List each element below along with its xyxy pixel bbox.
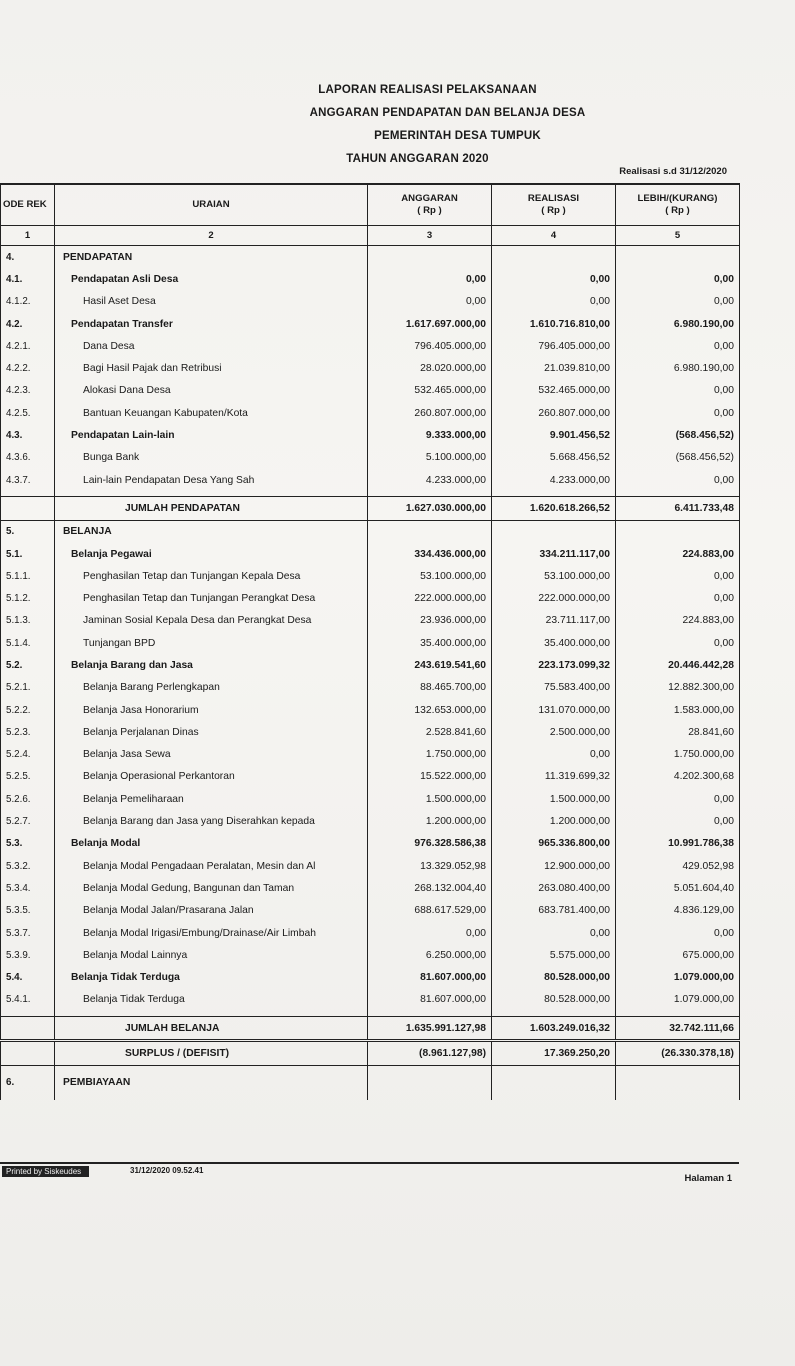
selisih-value: 20.446.442,28	[616, 654, 740, 676]
selisih-value: 0,00	[616, 291, 740, 313]
column-number-row	[1, 226, 740, 246]
anggaran-value: 15.522.000,00	[368, 766, 492, 788]
anggaran-value: 9.333.000,00	[368, 424, 492, 446]
account-description: Lain-lain Pendapatan Desa Yang Sah	[55, 469, 368, 491]
anggaran-value: 4.233.000,00	[368, 469, 492, 491]
table-row	[1, 469, 740, 491]
account-description: Bagi Hasil Pajak dan Retribusi	[55, 357, 368, 379]
account-code: 4.1.2.	[1, 291, 55, 313]
realisasi-value: 4.233.000,00	[492, 469, 616, 491]
selisih-value: 4.836.129,00	[616, 900, 740, 922]
selisih-value: 0,00	[616, 268, 740, 290]
realisasi-value: 5.668.456,52	[492, 447, 616, 469]
anggaran-value: 268.132.004,40	[368, 877, 492, 899]
account-code: 5.2.6.	[1, 788, 55, 810]
selisih-value: 429.052,98	[616, 855, 740, 877]
realisasi-value: 5.575.000,00	[492, 944, 616, 966]
table-row	[1, 810, 740, 832]
anggaran-value: (8.961.127,98)	[368, 1041, 492, 1065]
anggaran-value: 35.400.000,00	[368, 632, 492, 654]
account-code: 4.2.	[1, 313, 55, 335]
account-description: Belanja Pemeliharaan	[55, 788, 368, 810]
realisasi-value: 9.901.456,52	[492, 424, 616, 446]
anggaran-value	[368, 1065, 492, 1100]
account-code: 5.2.7.	[1, 810, 55, 832]
account-code: 5.3.4.	[1, 877, 55, 899]
realisasi-value: 0,00	[492, 744, 616, 766]
account-description: Belanja Modal	[55, 833, 368, 855]
selisih-value	[616, 1065, 740, 1100]
account-description: Tunjangan BPD	[55, 632, 368, 654]
table-row	[1, 313, 740, 335]
table-row	[1, 402, 740, 424]
realisasi-value: 532.465.000,00	[492, 380, 616, 402]
realisasi-value: 80.528.000,00	[492, 967, 616, 989]
account-description: Belanja Modal Pengadaan Peralatan, Mesin dan Al	[55, 855, 368, 877]
realisasi-value: 223.173.099,32	[492, 654, 616, 676]
realisasi-value: 965.336.800,00	[492, 833, 616, 855]
account-code: 4.3.7.	[1, 469, 55, 491]
anggaran-value: 5.100.000,00	[368, 447, 492, 469]
account-code: 5.1.3.	[1, 610, 55, 632]
account-code: 4.3.	[1, 424, 55, 446]
anggaran-value: 334.436.000,00	[368, 543, 492, 565]
account-description: Alokasi Dana Desa	[55, 380, 368, 402]
account-code: 5.2.4.	[1, 744, 55, 766]
total-row	[1, 497, 740, 520]
table-row	[1, 447, 740, 469]
selisih-value: 1.583.000,00	[616, 699, 740, 721]
table-body	[1, 246, 740, 1100]
account-code: 5.2.2.	[1, 699, 55, 721]
account-description: Belanja Jasa Honorarium	[55, 699, 368, 721]
account-code: 5.	[1, 520, 55, 543]
selisih-value: 0,00	[616, 335, 740, 357]
table-row	[1, 246, 740, 269]
realisasi-value: 75.583.400,00	[492, 677, 616, 699]
selisih-value	[616, 246, 740, 269]
realisasi-value: 1.500.000,00	[492, 788, 616, 810]
selisih-value: 0,00	[616, 810, 740, 832]
col-header-uraian: URAIAN	[55, 184, 368, 226]
selisih-value: 0,00	[616, 565, 740, 587]
account-code: 5.2.1.	[1, 677, 55, 699]
realisasi-value: 17.369.250,20	[492, 1041, 616, 1065]
col-number: 4	[492, 226, 616, 246]
account-description: Belanja Modal Lainnya	[55, 944, 368, 966]
realisasi-value: 21.039.810,00	[492, 357, 616, 379]
selisih-value: 0,00	[616, 587, 740, 609]
report-title-line-2: ANGGARAN PENDAPATAN DAN BELANJA DESA	[309, 107, 586, 119]
account-code: 5.3.9.	[1, 944, 55, 966]
anggaran-value: 1.200.000,00	[368, 810, 492, 832]
table-row	[1, 424, 740, 446]
realisasi-value	[492, 246, 616, 269]
table-row	[1, 766, 740, 788]
account-code: 4.	[1, 246, 55, 269]
anggaran-value: 243.619.541,60	[368, 654, 492, 676]
realisasi-value: 683.781.400,00	[492, 900, 616, 922]
anggaran-value: 1.750.000,00	[368, 744, 492, 766]
table-row	[1, 268, 740, 290]
realisasi-value: 80.528.000,00	[492, 989, 616, 1011]
anggaran-value	[368, 520, 492, 543]
report-title-line-1: LAPORAN REALISASI PELAKSANAAN	[318, 84, 537, 96]
realisasi-value: 334.211.117,00	[492, 543, 616, 565]
table-row	[1, 744, 740, 766]
account-description: PEMBIAYAAN	[55, 1065, 368, 1100]
account-description: PENDAPATAN	[55, 246, 368, 269]
account-description: Bunga Bank	[55, 447, 368, 469]
selisih-value: 5.051.604,40	[616, 877, 740, 899]
account-code: 4.2.3.	[1, 380, 55, 402]
account-code	[1, 1017, 55, 1041]
col-number: 2	[55, 226, 368, 246]
anggaran-value: 81.607.000,00	[368, 989, 492, 1011]
anggaran-value: 976.328.586,38	[368, 833, 492, 855]
realisasi-value	[492, 520, 616, 543]
table-row	[1, 833, 740, 855]
table-row	[1, 967, 740, 989]
selisih-value: 675.000,00	[616, 944, 740, 966]
printed-timestamp: 31/12/2020 09.52.41	[130, 1166, 204, 1175]
anggaran-value: 532.465.000,00	[368, 380, 492, 402]
selisih-value: 6.411.733,48	[616, 497, 740, 520]
table-row	[1, 291, 740, 313]
col-header-anggaran: ANGGARAN ( Rp )	[368, 184, 492, 226]
account-code: 5.4.	[1, 967, 55, 989]
account-code	[1, 1041, 55, 1065]
anggaran-value: 2.528.841,60	[368, 721, 492, 743]
realisasi-value: 222.000.000,00	[492, 587, 616, 609]
col-number: 3	[368, 226, 492, 246]
account-code: 5.1.2.	[1, 587, 55, 609]
account-description: Jaminan Sosial Kepala Desa dan Perangkat Desa	[55, 610, 368, 632]
selisih-value: 12.882.300,00	[616, 677, 740, 699]
selisih-value	[616, 520, 740, 543]
report-title-line-3: PEMERINTAH DESA TUMPUK	[374, 130, 541, 142]
table-row	[1, 380, 740, 402]
anggaran-value: 81.607.000,00	[368, 967, 492, 989]
selisih-value: 0,00	[616, 402, 740, 424]
selisih-value: 0,00	[616, 632, 740, 654]
table-row	[1, 1065, 740, 1100]
anggaran-value	[368, 246, 492, 269]
col-header-realisasi: REALISASI ( Rp )	[492, 184, 616, 226]
anggaran-value: 13.329.052,98	[368, 855, 492, 877]
account-code: 5.1.4.	[1, 632, 55, 654]
account-description: Belanja Barang dan Jasa	[55, 654, 368, 676]
table-row	[1, 877, 740, 899]
selisih-value: 224.883,00	[616, 543, 740, 565]
account-description: Belanja Modal Irigasi/Embung/Drainase/Air Limbah	[55, 922, 368, 944]
realisasi-value: 796.405.000,00	[492, 335, 616, 357]
account-code: 5.1.	[1, 543, 55, 565]
table-row	[1, 855, 740, 877]
realisasi-value: 0,00	[492, 922, 616, 944]
account-code: 6.	[1, 1065, 55, 1100]
realisasi-value: 1.620.618.266,52	[492, 497, 616, 520]
account-description: Penghasilan Tetap dan Tunjangan Perangkat Desa	[55, 587, 368, 609]
anggaran-value: 1.627.030.000,00	[368, 497, 492, 520]
selisih-value: 1.750.000,00	[616, 744, 740, 766]
anggaran-value: 23.936.000,00	[368, 610, 492, 632]
realisasi-value	[492, 1065, 616, 1100]
account-description: Belanja Modal Jalan/Prasarana Jalan	[55, 900, 368, 922]
account-code: 5.2.	[1, 654, 55, 676]
account-code: 5.3.7.	[1, 922, 55, 944]
budget-realization-table	[0, 183, 740, 1100]
report-title-line-4: TAHUN ANGGARAN 2020	[346, 153, 489, 165]
realisasi-date: Realisasi s.d 31/12/2020	[619, 166, 727, 177]
account-description: Belanja Operasional Perkantoran	[55, 766, 368, 788]
anggaran-value: 6.250.000,00	[368, 944, 492, 966]
account-code: 5.3.	[1, 833, 55, 855]
account-description: Pendapatan Asli Desa	[55, 268, 368, 290]
realisasi-value: 263.080.400,00	[492, 877, 616, 899]
account-description: Pendapatan Transfer	[55, 313, 368, 335]
selisih-value: 4.202.300,68	[616, 766, 740, 788]
selisih-value: 28.841,60	[616, 721, 740, 743]
selisih-value: (568.456,52)	[616, 447, 740, 469]
account-code	[1, 497, 55, 520]
table-row	[1, 654, 740, 676]
account-code: 4.1.	[1, 268, 55, 290]
table-row	[1, 788, 740, 810]
anggaran-value: 260.807.000,00	[368, 402, 492, 424]
table-row	[1, 565, 740, 587]
account-description: SURPLUS / (DEFISIT)	[55, 1041, 368, 1065]
account-description: Belanja Barang Perlengkapan	[55, 677, 368, 699]
table-row	[1, 721, 740, 743]
account-description: Pendapatan Lain-lain	[55, 424, 368, 446]
table-header-row	[1, 184, 740, 226]
total-row	[1, 1017, 740, 1041]
printed-by-label: Printed by Siskeudes	[2, 1166, 89, 1177]
account-code: 5.3.2.	[1, 855, 55, 877]
table-row	[1, 900, 740, 922]
table-row	[1, 677, 740, 699]
account-description: Belanja Barang dan Jasa yang Diserahkan kepada	[55, 810, 368, 832]
account-code: 5.1.1.	[1, 565, 55, 587]
selisih-value: 0,00	[616, 922, 740, 944]
anggaran-value: 1.617.697.000,00	[368, 313, 492, 335]
selisih-value: 1.079.000,00	[616, 989, 740, 1011]
selisih-value: 6.980.190,00	[616, 357, 740, 379]
surplus-row	[1, 1041, 740, 1065]
anggaran-value: 28.020.000,00	[368, 357, 492, 379]
realisasi-value: 0,00	[492, 291, 616, 313]
selisih-value: 0,00	[616, 788, 740, 810]
account-description: Belanja Pegawai	[55, 543, 368, 565]
account-description: Dana Desa	[55, 335, 368, 357]
realisasi-value: 131.070.000,00	[492, 699, 616, 721]
anggaran-value: 132.653.000,00	[368, 699, 492, 721]
col-number: 5	[616, 226, 740, 246]
realisasi-value: 2.500.000,00	[492, 721, 616, 743]
account-code: 4.2.5.	[1, 402, 55, 424]
table-row	[1, 335, 740, 357]
account-description: Belanja Perjalanan Dinas	[55, 721, 368, 743]
table-row	[1, 944, 740, 966]
account-description: Penghasilan Tetap dan Tunjangan Kepala Desa	[55, 565, 368, 587]
anggaran-value: 688.617.529,00	[368, 900, 492, 922]
account-description: Bantuan Keuangan Kabupaten/Kota	[55, 402, 368, 424]
realisasi-value: 1.200.000,00	[492, 810, 616, 832]
anggaran-value: 1.635.991.127,98	[368, 1017, 492, 1041]
account-description: Belanja Modal Gedung, Bangunan dan Taman	[55, 877, 368, 899]
realisasi-value: 35.400.000,00	[492, 632, 616, 654]
selisih-value: 0,00	[616, 469, 740, 491]
realisasi-value: 1.610.716.810,00	[492, 313, 616, 335]
selisih-value: 10.991.786,38	[616, 833, 740, 855]
anggaran-value: 88.465.700,00	[368, 677, 492, 699]
table-row	[1, 632, 740, 654]
table-row	[1, 587, 740, 609]
col-number: 1	[1, 226, 55, 246]
realisasi-value: 12.900.000,00	[492, 855, 616, 877]
account-code: 4.2.2.	[1, 357, 55, 379]
realisasi-value: 11.319.699,32	[492, 766, 616, 788]
selisih-value: (26.330.378,18)	[616, 1041, 740, 1065]
account-description: BELANJA	[55, 520, 368, 543]
table-row	[1, 357, 740, 379]
account-description: Hasil Aset Desa	[55, 291, 368, 313]
anggaran-value: 0,00	[368, 268, 492, 290]
realisasi-value: 1.603.249.016,32	[492, 1017, 616, 1041]
account-description: Belanja Tidak Terduga	[55, 989, 368, 1011]
selisih-value: 224.883,00	[616, 610, 740, 632]
selisih-value: 32.742.111,66	[616, 1017, 740, 1041]
account-code: 5.2.5.	[1, 766, 55, 788]
table-row	[1, 699, 740, 721]
anggaran-value: 0,00	[368, 922, 492, 944]
account-description: Belanja Tidak Terduga	[55, 967, 368, 989]
table-row	[1, 520, 740, 543]
account-description: Belanja Jasa Sewa	[55, 744, 368, 766]
realisasi-value: 0,00	[492, 268, 616, 290]
anggaran-value: 53.100.000,00	[368, 565, 492, 587]
realisasi-value: 53.100.000,00	[492, 565, 616, 587]
selisih-value: 0,00	[616, 380, 740, 402]
anggaran-value: 1.500.000,00	[368, 788, 492, 810]
table-row	[1, 922, 740, 944]
selisih-value: 1.079.000,00	[616, 967, 740, 989]
account-description: JUMLAH PENDAPATAN	[55, 497, 368, 520]
table-row	[1, 543, 740, 565]
anggaran-value: 222.000.000,00	[368, 587, 492, 609]
realisasi-value: 23.711.117,00	[492, 610, 616, 632]
account-code: 4.3.6.	[1, 447, 55, 469]
col-header-code: ODE REK	[1, 184, 55, 226]
account-code: 5.2.3.	[1, 721, 55, 743]
account-code: 5.3.5.	[1, 900, 55, 922]
footer-divider	[0, 1162, 739, 1164]
table-row	[1, 610, 740, 632]
realisasi-value: 260.807.000,00	[492, 402, 616, 424]
account-code: 5.4.1.	[1, 989, 55, 1011]
selisih-value: 6.980.190,00	[616, 313, 740, 335]
col-header-selisih: LEBIH/(KURANG) ( Rp )	[616, 184, 740, 226]
page-number: Halaman 1	[684, 1173, 732, 1184]
anggaran-value: 796.405.000,00	[368, 335, 492, 357]
anggaran-value: 0,00	[368, 291, 492, 313]
selisih-value: (568.456,52)	[616, 424, 740, 446]
account-code: 4.2.1.	[1, 335, 55, 357]
account-description: JUMLAH BELANJA	[55, 1017, 368, 1041]
table-row	[1, 989, 740, 1011]
